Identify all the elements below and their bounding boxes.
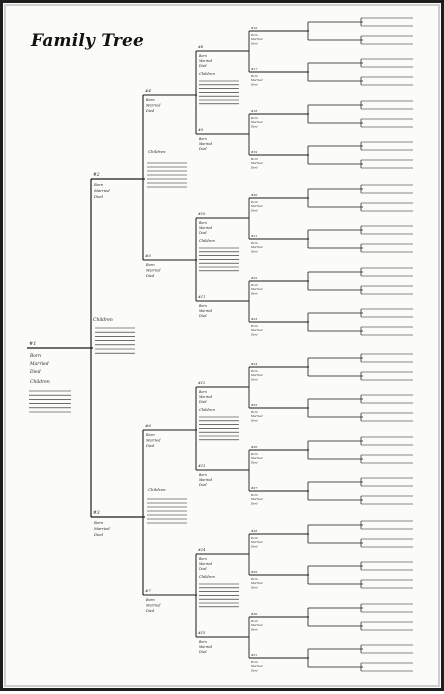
married-label: Married [199,59,213,63]
person-number: #22 [251,276,258,280]
born-label: Born [251,200,258,204]
married-label: Married [146,103,161,108]
married-label: Married [251,328,263,333]
person-number: #21 [251,234,258,238]
married-label: Married [199,478,213,482]
born-label: Born [251,241,258,245]
person-number: #19 [251,150,258,154]
born-label: Born [199,137,207,141]
died-label: Died [94,532,103,537]
died-label: Died [146,109,155,113]
died-label: Died [251,249,258,254]
born-label: Born [199,557,207,561]
person-number: #14 [198,548,206,552]
married-label: Married [94,526,110,531]
person-number: #30 [251,612,258,616]
person-number: #27 [251,486,258,490]
person-number: #29 [251,570,258,574]
children-label: Children [93,318,113,323]
born-label: Born [251,33,258,37]
married-label: Married [251,456,263,461]
person-number: #26 [251,445,258,449]
died-label: Died [199,483,207,487]
married-label: Married [251,78,263,83]
person-number: #12 [198,381,206,385]
person-number: #17 [251,67,258,71]
married-label: Married [251,623,263,628]
children-label: Children [30,380,50,385]
died-label: Died [199,231,207,235]
born-label: Born [251,452,258,456]
person-number: #3 [93,511,100,516]
born-label: Born [251,324,258,328]
born-label: Born [251,410,258,414]
person-number: #10 [198,212,206,216]
married-label: Married [251,161,263,166]
born-label: Born [199,304,207,308]
born-label: Born [251,283,258,287]
died-label: Died [251,124,258,129]
died-label: Died [251,41,258,46]
married-label: Married [251,497,263,502]
person-number: #4 [145,88,151,93]
children-label: Children [148,487,166,492]
died-label: Died [251,82,258,87]
born-label: Born [251,74,258,78]
born-label: Born [199,473,207,477]
page-title: Family Tree [31,31,145,51]
died-label: Died [199,400,207,404]
person-number: #18 [251,109,258,113]
died-label: Died [251,627,258,632]
born-label: Born [251,116,258,120]
born-label: Born [251,157,258,161]
married-label: Married [251,581,263,586]
person-number: #24 [251,362,258,366]
person-number: #25 [251,403,258,407]
person-number: #11 [198,295,206,299]
died-label: Died [251,585,258,590]
born-label: Born [146,598,155,602]
married-label: Married [199,309,213,313]
died-label: Died [146,609,155,613]
married-label: Married [251,204,263,209]
person-number: #8 [198,45,204,49]
person-number: #31 [251,653,258,657]
died-label: Died [251,165,258,170]
person-number: #7 [145,588,151,593]
died-label: Died [146,274,155,278]
died-label: Died [251,460,258,465]
person-number: #2 [93,173,100,178]
born-label: Born [94,520,104,525]
born-label: Born [94,182,104,187]
person-number: #9 [198,128,204,132]
children-label: Children [199,408,215,412]
pedigree-tree [3,3,444,694]
died-label: Died [251,501,258,506]
children-label: Children [199,239,215,243]
died-label: Died [199,567,207,571]
died-label: Died [251,668,258,673]
person-number: #16 [251,26,258,30]
person-number: #6 [145,423,151,428]
married-label: Married [146,603,161,608]
born-label: Born [199,54,207,58]
born-label: Born [146,433,155,437]
married-label: Married [30,362,49,367]
married-label: Married [251,664,263,669]
died-label: Died [251,291,258,296]
born-label: Born [199,640,207,644]
person-number: #20 [251,193,258,197]
married-label: Married [251,37,263,42]
died-label: Died [251,208,258,213]
born-label: Born [251,577,258,581]
person-number: #13 [198,464,206,468]
married-label: Married [251,120,263,125]
married-label: Married [251,287,263,292]
person-number: #28 [251,529,258,533]
died-label: Died [199,64,207,68]
born-label: Born [199,390,207,394]
died-label: Died [199,147,207,151]
born-label: Born [199,221,207,225]
born-label: Born [146,98,155,102]
died-label: Died [251,377,258,382]
died-label: Died [199,650,207,654]
married-label: Married [146,268,161,273]
died-label: Died [146,444,155,448]
married-label: Married [199,226,213,230]
person-number: #5 [145,253,151,258]
died-label: Died [30,370,41,375]
married-label: Married [251,540,263,545]
born-label: Born [251,660,258,664]
died-label: Died [251,418,258,423]
born-label: Born [251,493,258,497]
married-label: Married [199,645,213,649]
married-label: Married [251,373,263,378]
born-label: Born [251,619,258,623]
married-label: Married [251,414,263,419]
born-label: Born [146,263,155,267]
children-label: Children [199,72,215,76]
person-number: #1 [29,341,37,347]
married-label: Married [199,142,213,146]
married-label: Married [251,245,263,250]
married-label: Married [199,562,213,566]
person-number: #23 [251,317,258,321]
died-label: Died [199,314,207,318]
born-label: Born [30,354,42,359]
died-label: Died [251,332,258,337]
died-label: Died [251,544,258,549]
married-label: Married [146,438,161,443]
born-label: Born [251,536,258,540]
married-label: Married [94,188,110,193]
children-label: Children [148,149,166,154]
person-number: #15 [198,631,206,635]
died-label: Died [94,194,103,199]
children-label: Children [199,575,215,579]
born-label: Born [251,369,258,373]
married-label: Married [199,395,213,399]
